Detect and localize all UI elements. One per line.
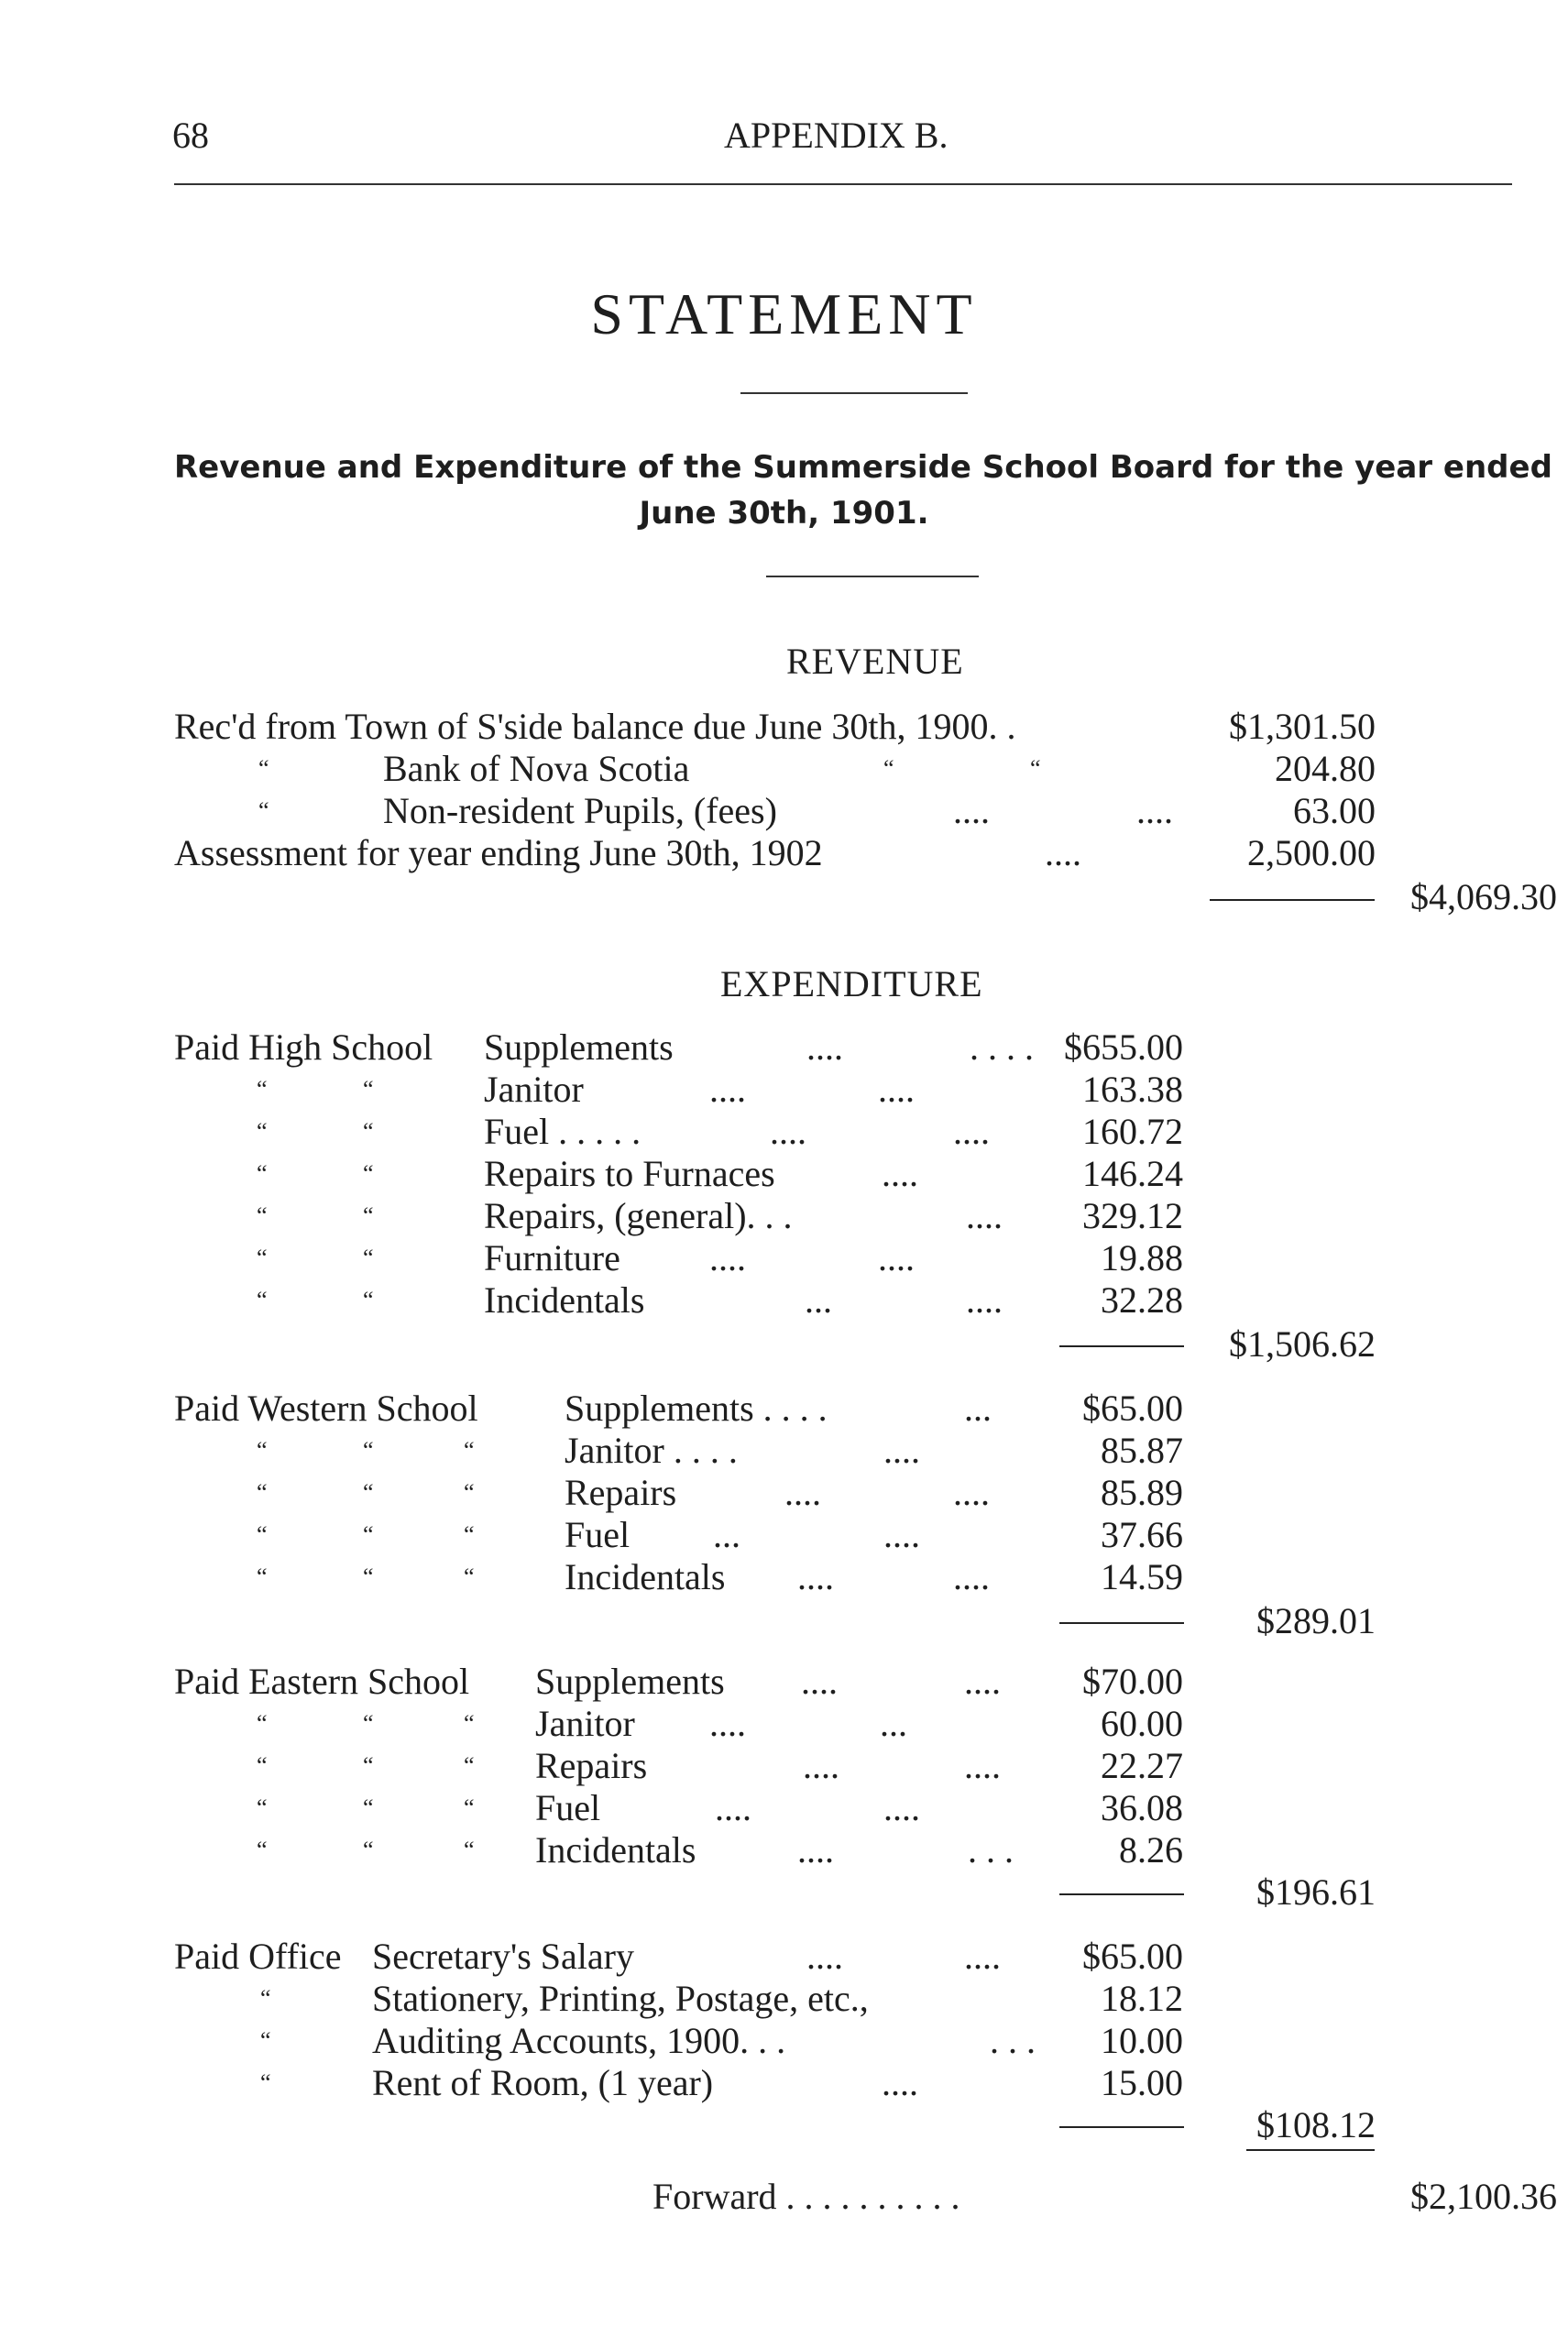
leader-dots: .... (709, 1069, 746, 1110)
leader-dots: .... (953, 1556, 990, 1597)
expenditure-row (0, 1279, 1568, 1322)
item-amount: 15.00 (1101, 2062, 1183, 2103)
leader-dots: .... (784, 1472, 821, 1513)
item-amount: 19.88 (1101, 1237, 1183, 1278)
item-amount: 85.87 (1101, 1430, 1183, 1471)
revenue-label: Assessment for year ending June 30th, 1902 (174, 832, 823, 873)
ditto-mark: “ (464, 1564, 475, 1590)
item-label: Incidentals (535, 1829, 696, 1871)
expenditure-row (0, 1514, 1568, 1556)
expenditure-row (0, 1195, 1568, 1237)
expenditure-row (0, 2020, 1568, 2062)
leader-dots: .... (953, 790, 990, 831)
item-label: Secretary's Salary (372, 1936, 634, 1977)
ditto-mark: “ (258, 755, 269, 782)
expenditure-row (0, 1936, 1568, 1978)
subtotal-row (0, 1871, 1568, 1914)
ditto-mark: “ (363, 1710, 374, 1737)
forward-amount: $2,100.36 (1410, 2176, 1557, 2217)
expenditure-row (0, 1069, 1568, 1111)
item-amount: 18.12 (1101, 1978, 1183, 2019)
ditto-mark: “ (260, 2069, 271, 2096)
leader-dots: .... (797, 1829, 834, 1871)
item-label: Supplements (484, 1026, 674, 1068)
item-label: Fuel (565, 1514, 630, 1555)
ditto-mark: “ (363, 1287, 374, 1313)
ditto-mark: “ (464, 1479, 475, 1506)
expenditure-row (0, 1787, 1568, 1829)
item-amount: 146.24 (1082, 1153, 1183, 1194)
leader-dots: .... (964, 1745, 1001, 1786)
ditto-mark: “ (363, 1076, 374, 1103)
ditto-mark: “ (257, 1752, 268, 1779)
leader-dots: ... (805, 1279, 832, 1321)
leader-dots: .... (1045, 832, 1081, 873)
ditto-mark: “ (363, 1837, 374, 1863)
ditto-mark: “ (1030, 755, 1041, 782)
ditto-mark: “ (260, 1985, 271, 2012)
item-amount: 160.72 (1082, 1111, 1183, 1152)
group-prefix: Paid Western School (174, 1388, 478, 1429)
revenue-total: $4,069.30 (1410, 876, 1557, 917)
expenditure-row (0, 1111, 1568, 1153)
ditto-mark: “ (363, 1564, 374, 1590)
expenditure-row (0, 1829, 1568, 1871)
ditto-mark: “ (257, 1521, 268, 1548)
leader-dots: .... (878, 1237, 915, 1278)
ditto-mark: “ (363, 1794, 374, 1821)
item-label: Incidentals (565, 1556, 726, 1597)
ditto-mark: “ (363, 1521, 374, 1548)
item-amount: $655.00 (1064, 1026, 1183, 1068)
ditto-mark: “ (363, 1160, 374, 1187)
item-amount: $70.00 (1082, 1661, 1183, 1702)
revenue-amount: 2,500.00 (1247, 832, 1376, 873)
leader-dots: . . . (990, 2020, 1036, 2061)
item-amount: 22.27 (1101, 1745, 1183, 1786)
ditto-mark: “ (257, 1710, 268, 1737)
leader-dots: . . . (968, 1829, 1014, 1871)
item-label: Janitor (535, 1703, 635, 1744)
leader-dots: .... (709, 1703, 746, 1744)
item-amount: 8.26 (1119, 1829, 1183, 1871)
revenue-row (0, 748, 1568, 790)
leader-dots: .... (709, 1237, 746, 1278)
item-amount: 60.00 (1101, 1703, 1183, 1744)
expenditure-row (0, 1978, 1568, 2020)
item-label: Supplements . . . . (565, 1388, 828, 1429)
item-amount: 32.28 (1101, 1279, 1183, 1321)
ditto-mark: “ (363, 1479, 374, 1506)
ditto-mark: “ (257, 1287, 268, 1313)
forward-row (0, 2176, 1568, 2218)
item-label: Janitor (484, 1069, 584, 1110)
leader-dots: .... (883, 1430, 920, 1471)
ditto-mark: “ (363, 1245, 374, 1271)
expenditure-row (0, 1153, 1568, 1195)
subtotal-row (0, 2104, 1568, 2146)
expenditure-heading: EXPENDITURE (720, 963, 983, 1004)
subtotal-row (0, 1600, 1568, 1642)
leader-dots: . . . . (970, 1026, 1034, 1068)
expenditure-row (0, 1703, 1568, 1745)
page-title: STATEMENT (590, 281, 978, 346)
revenue-label: Rec'd from Town of S'side balance due June 30th, 1900. . (174, 706, 1016, 747)
leader-dots: .... (878, 1069, 915, 1110)
item-amount: 36.08 (1101, 1787, 1183, 1828)
ditto-mark: “ (257, 1160, 268, 1187)
item-amount: 14.59 (1101, 1556, 1183, 1597)
subtitle-line-1: Revenue and Expenditure of the Summerside School Board for the year ended (174, 449, 1552, 486)
ditto-mark: “ (257, 1076, 268, 1103)
leader-dots: .... (770, 1111, 806, 1152)
ditto-mark: “ (260, 2027, 271, 2054)
subtotal-row (0, 1323, 1568, 1366)
group-subtotal: $1,506.62 (1229, 1323, 1376, 1365)
item-amount: 85.89 (1101, 1472, 1183, 1513)
ditto-mark: “ (464, 1837, 475, 1863)
group-prefix: Paid High School (174, 1026, 433, 1068)
ditto-mark: “ (363, 1752, 374, 1779)
group-subtotal: $196.61 (1256, 1871, 1376, 1913)
ditto-mark: “ (257, 1837, 268, 1863)
leader-dots: .... (964, 1936, 1001, 1977)
item-label: Repairs, (general). . . (484, 1195, 793, 1236)
page-number: 68 (172, 115, 209, 156)
ditto-mark: “ (464, 1710, 475, 1737)
sum-rule (1246, 2149, 1375, 2151)
item-amount: $65.00 (1082, 1936, 1183, 1977)
group-prefix: Paid Eastern School (174, 1661, 470, 1702)
expenditure-row (0, 1430, 1568, 1472)
revenue-heading: REVENUE (786, 641, 964, 682)
ditto-mark: “ (257, 1564, 268, 1590)
item-label: Incidentals (484, 1279, 645, 1321)
forward-label: Forward . . . . . . . . . . (652, 2176, 960, 2217)
revenue-row (0, 832, 1568, 874)
leader-dots: .... (882, 1153, 918, 1194)
ditto-mark: “ (464, 1521, 475, 1548)
leader-dots: .... (953, 1111, 990, 1152)
leader-dots: ... (713, 1514, 740, 1555)
leader-dots: .... (801, 1661, 838, 1702)
ditto-mark: “ (257, 1245, 268, 1271)
group-subtotal: $108.12 (1256, 2104, 1376, 2145)
revenue-total-row (0, 876, 1568, 918)
leader-dots: .... (803, 1745, 839, 1786)
revenue-label: Non-resident Pupils, (fees) (383, 790, 777, 831)
leader-dots: .... (953, 1472, 990, 1513)
leader-dots: .... (966, 1279, 1003, 1321)
item-label: Stationery, Printing, Postage, etc., (372, 1978, 869, 2019)
item-label: Fuel (535, 1787, 601, 1828)
revenue-amount: $1,301.50 (1229, 706, 1376, 747)
expenditure-row (0, 1745, 1568, 1787)
expenditure-row (0, 1388, 1568, 1430)
group-prefix: Paid Office (174, 1936, 342, 1977)
ditto-mark: “ (363, 1202, 374, 1229)
leader-dots: .... (883, 1514, 920, 1555)
item-label: Furniture (484, 1237, 620, 1278)
item-amount: 10.00 (1101, 2020, 1183, 2061)
item-amount: $65.00 (1082, 1388, 1183, 1429)
ditto-mark: “ (258, 797, 269, 824)
leader-dots: .... (966, 1195, 1003, 1236)
leader-dots: .... (797, 1556, 834, 1597)
leader-dots: ... (880, 1703, 907, 1744)
expenditure-row (0, 2062, 1568, 2104)
leader-dots: .... (964, 1661, 1001, 1702)
ditto-mark: “ (883, 755, 894, 782)
item-label: Repairs (535, 1745, 648, 1786)
group-subtotal: $289.01 (1256, 1600, 1376, 1641)
expenditure-row (0, 1237, 1568, 1279)
leader-dots: .... (1136, 790, 1173, 831)
ditto-mark: “ (464, 1794, 475, 1821)
ditto-mark: “ (363, 1437, 374, 1464)
item-amount: 163.38 (1082, 1069, 1183, 1110)
leader-dots: ... (964, 1388, 992, 1429)
expenditure-row (0, 1556, 1568, 1598)
revenue-label: Bank of Nova Scotia (383, 748, 690, 789)
ditto-mark: “ (464, 1752, 475, 1779)
header-rule (174, 183, 1512, 185)
ditto-mark: “ (363, 1118, 374, 1145)
expenditure-row (0, 1661, 1568, 1703)
leader-dots: .... (806, 1936, 843, 1977)
ditto-mark: “ (257, 1437, 268, 1464)
revenue-row (0, 706, 1568, 748)
revenue-amount: 204.80 (1275, 748, 1376, 789)
ditto-mark: “ (464, 1437, 475, 1464)
item-amount: 329.12 (1082, 1195, 1183, 1236)
ditto-mark: “ (257, 1202, 268, 1229)
subtitle-line-2: June 30th, 1901. (639, 495, 929, 532)
item-label: Fuel . . . . . (484, 1111, 641, 1152)
subtitle-rule (766, 576, 979, 577)
ditto-mark: “ (257, 1118, 268, 1145)
title-rule (740, 392, 968, 394)
item-label: Supplements (535, 1661, 725, 1702)
leader-dots: .... (806, 1026, 843, 1068)
running-title: APPENDIX B. (724, 115, 948, 156)
leader-dots: .... (882, 2062, 918, 2103)
expenditure-row (0, 1472, 1568, 1514)
revenue-row (0, 790, 1568, 832)
item-label: Repairs (565, 1472, 677, 1513)
item-amount: 37.66 (1101, 1514, 1183, 1555)
ditto-mark: “ (257, 1794, 268, 1821)
leader-dots: .... (883, 1787, 920, 1828)
ditto-mark: “ (257, 1479, 268, 1506)
item-label: Repairs to Furnaces (484, 1153, 775, 1194)
item-label: Janitor . . . . (565, 1430, 738, 1471)
item-label: Auditing Accounts, 1900. . . (372, 2020, 786, 2061)
revenue-amount: 63.00 (1293, 790, 1376, 831)
expenditure-row (0, 1026, 1568, 1069)
item-label: Rent of Room, (1 year) (372, 2062, 714, 2103)
leader-dots: .... (715, 1787, 751, 1828)
